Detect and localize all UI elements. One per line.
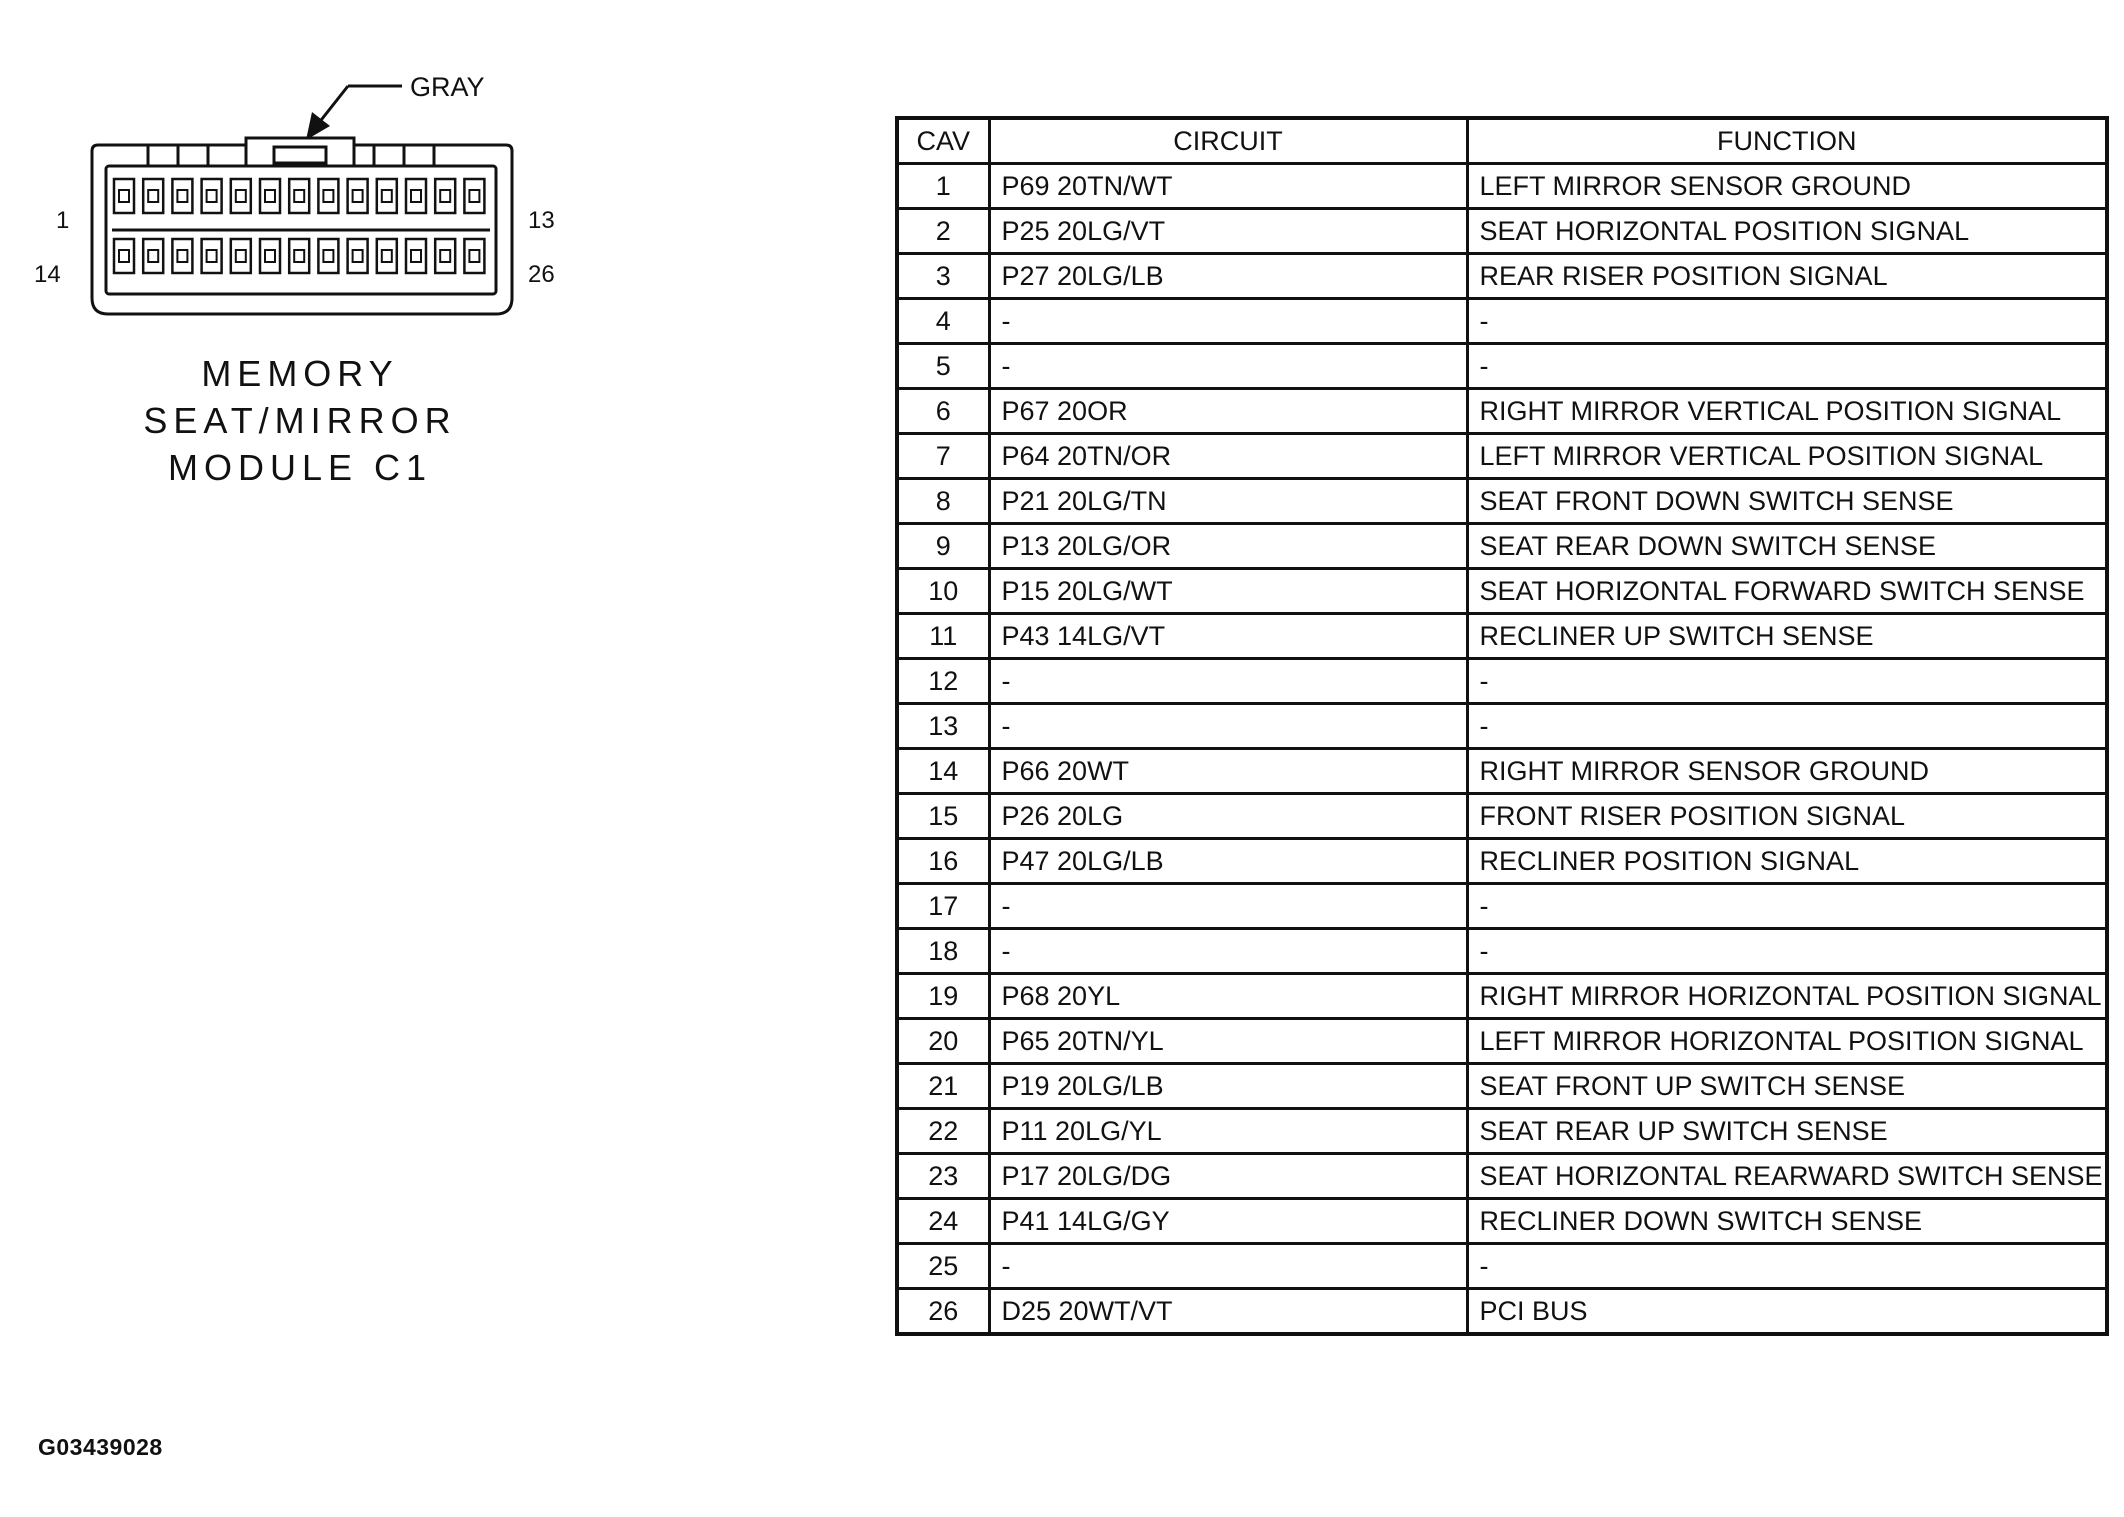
pin-terminal [323,250,333,262]
cell-cav: 22 [897,1109,989,1154]
cell-circuit: - [989,929,1467,974]
cell-circuit: P47 20LG/LB [989,839,1467,884]
pin-cavity [260,179,280,213]
table-row [897,254,2107,299]
pin-cavity [143,239,163,273]
cell-circuit: P66 20WT [989,749,1467,794]
cell-cav: 10 [897,569,989,614]
pin-cavity [202,179,222,213]
pin-terminal [440,190,450,202]
pin-terminal [469,250,479,262]
table-row [897,209,2107,254]
table-row [897,344,2107,389]
cell-circuit: P68 20YL [989,974,1467,1019]
cell-cav: 20 [897,1019,989,1064]
cell-function: RECLINER POSITION SIGNAL [1467,839,2107,884]
cell-function: RECLINER UP SWITCH SENSE [1467,614,2107,659]
pin-terminal [411,250,421,262]
cell-circuit: P69 20TN/WT [989,164,1467,209]
pin-terminal [382,250,392,262]
cell-circuit: P11 20LG/YL [989,1109,1467,1154]
pin-terminal [382,190,392,202]
cell-cav: 23 [897,1154,989,1199]
header-cav: CAV [897,118,989,164]
cell-circuit: P13 20LG/OR [989,524,1467,569]
table-row [897,1199,2107,1244]
cell-circuit: P27 20LG/LB [989,254,1467,299]
cell-cav: 9 [897,524,989,569]
pin-cavity [231,179,251,213]
cell-circuit: P15 20LG/WT [989,569,1467,614]
cell-circuit: - [989,344,1467,389]
cell-circuit: P26 20LG [989,794,1467,839]
cell-function: FRONT RISER POSITION SIGNAL [1467,794,2107,839]
pin-terminal [411,190,421,202]
color-callout-label: GRAY [410,72,485,102]
cell-cav: 15 [897,794,989,839]
cell-function: SEAT FRONT DOWN SWITCH SENSE [1467,479,2107,524]
table-header-row [897,118,2107,164]
cell-cav: 7 [897,434,989,479]
connector-diagram [0,0,800,520]
pin-row-top [114,179,484,213]
table-row [897,479,2107,524]
table-row [897,1289,2107,1335]
cell-function: - [1467,1244,2107,1289]
module-title-line-3: MODULE C1 [167,447,433,488]
pin-terminal [294,190,304,202]
table-row [897,659,2107,704]
cell-function: SEAT HORIZONTAL FORWARD SWITCH SENSE [1467,569,2107,614]
cell-function: REAR RISER POSITION SIGNAL [1467,254,2107,299]
pin-cavity [289,179,309,213]
cell-circuit: - [989,884,1467,929]
table-row [897,929,2107,974]
cell-cav: 26 [897,1289,989,1335]
cell-function: RIGHT MIRROR SENSOR GROUND [1467,749,2107,794]
table-row [897,839,2107,884]
table-row [897,974,2107,1019]
cell-function: RIGHT MIRROR HORIZONTAL POSITION SIGNAL [1467,974,2107,1019]
pin-terminal [177,250,187,262]
module-title [140,350,460,491]
pin-cavity [435,239,455,273]
pin-cavity [464,179,484,213]
pin-cavity [114,239,134,273]
table-row [897,434,2107,479]
pinout-table [895,116,2109,1336]
pin-terminal [265,250,275,262]
cell-function: - [1467,344,2107,389]
table-row [897,299,2107,344]
cell-function: RECLINER DOWN SWITCH SENSE [1467,1199,2107,1244]
cell-cav: 12 [897,659,989,704]
pin-terminal [119,190,129,202]
cell-circuit: P25 20LG/VT [989,209,1467,254]
pin-cavity [172,179,192,213]
cell-cav: 13 [897,704,989,749]
header-function: FUNCTION [1467,118,2107,164]
pin-cavity [231,239,251,273]
pin-terminal [148,190,158,202]
pin-cavity [318,179,338,213]
cell-cav: 14 [897,749,989,794]
pin-cavity [143,179,163,213]
cell-cav: 21 [897,1064,989,1109]
table-row [897,569,2107,614]
header-circuit: CIRCUIT [989,118,1467,164]
pin-label-14: 14 [34,261,61,288]
connector-housing [92,138,512,314]
cell-function: LEFT MIRROR SENSOR GROUND [1467,164,2107,209]
cell-cav: 3 [897,254,989,299]
pin-terminal [469,190,479,202]
pin-cavity [348,179,368,213]
cell-cav: 4 [897,299,989,344]
pin-cavity [406,179,426,213]
pin-label-26: 26 [528,261,555,288]
cell-circuit: P41 14LG/GY [989,1199,1467,1244]
pin-cavity [464,239,484,273]
cell-function: - [1467,299,2107,344]
cell-circuit: P67 20OR [989,389,1467,434]
cell-function: PCI BUS [1467,1289,2107,1335]
cell-function: - [1467,884,2107,929]
pin-terminal [148,250,158,262]
pin-terminal [119,250,129,262]
cell-cav: 5 [897,344,989,389]
table-row [897,1244,2107,1289]
pin-terminal [207,190,217,202]
cell-cav: 11 [897,614,989,659]
cell-circuit: - [989,1244,1467,1289]
pin-terminal [440,250,450,262]
cell-circuit: - [989,299,1467,344]
module-title-line-2: SEAT/MIRROR [143,400,457,441]
pin-cavity [348,239,368,273]
cell-circuit: P43 14LG/VT [989,614,1467,659]
table-row [897,704,2107,749]
pin-cavity [172,239,192,273]
pin-terminal [353,190,363,202]
table-row [897,1064,2107,1109]
pin-terminal [265,190,275,202]
cell-circuit: P64 20TN/OR [989,434,1467,479]
pin-terminal [177,190,187,202]
table-row [897,749,2107,794]
cell-circuit: P65 20TN/YL [989,1019,1467,1064]
cell-function: RIGHT MIRROR VERTICAL POSITION SIGNAL [1467,389,2107,434]
cell-function: SEAT REAR UP SWITCH SENSE [1467,1109,2107,1154]
table-row [897,389,2107,434]
module-title-line-1: MEMORY [201,353,399,394]
table-row [897,614,2107,659]
cell-circuit: - [989,659,1467,704]
pin-cavity [377,179,397,213]
pin-cavity [406,239,426,273]
pin-row-bottom [114,239,484,273]
pin-terminal [353,250,363,262]
cell-cav: 6 [897,389,989,434]
pin-terminal [236,250,246,262]
table-row [897,794,2107,839]
cell-cav: 1 [897,164,989,209]
cell-cav: 24 [897,1199,989,1244]
cell-function: SEAT REAR DOWN SWITCH SENSE [1467,524,2107,569]
cell-function: - [1467,929,2107,974]
cell-function: SEAT HORIZONTAL POSITION SIGNAL [1467,209,2107,254]
table-row [897,884,2107,929]
pin-cavity [260,239,280,273]
pin-cavity [202,239,222,273]
cell-function: SEAT FRONT UP SWITCH SENSE [1467,1064,2107,1109]
cell-cav: 18 [897,929,989,974]
cell-cav: 19 [897,974,989,1019]
cell-circuit: P21 20LG/TN [989,479,1467,524]
pin-terminal [207,250,217,262]
cell-function: LEFT MIRROR VERTICAL POSITION SIGNAL [1467,434,2107,479]
table-row [897,164,2107,209]
table-body [897,164,2107,1335]
pin-label-13: 13 [528,207,555,234]
pin-cavity [114,179,134,213]
cell-circuit: P19 20LG/LB [989,1064,1467,1109]
cell-cav: 17 [897,884,989,929]
pin-cavity [289,239,309,273]
pin-cavity [377,239,397,273]
cell-cav: 25 [897,1244,989,1289]
cell-circuit: - [989,704,1467,749]
table-row [897,1019,2107,1064]
figure-id: G03439028 [38,1434,163,1460]
pin-cavity [435,179,455,213]
pin-cavity [318,239,338,273]
pin-terminal [323,190,333,202]
cell-function: - [1467,704,2107,749]
table-row [897,1109,2107,1154]
cell-cav: 16 [897,839,989,884]
cell-cav: 2 [897,209,989,254]
cell-function: LEFT MIRROR HORIZONTAL POSITION SIGNAL [1467,1019,2107,1064]
color-callout-arrow [306,86,402,140]
pin-terminal [294,250,304,262]
cell-cav: 8 [897,479,989,524]
pin-label-1: 1 [56,207,70,234]
cell-function: - [1467,659,2107,704]
cell-function: SEAT HORIZONTAL REARWARD SWITCH SENSE [1467,1154,2107,1199]
pin-terminal [236,190,246,202]
cell-circuit: P17 20LG/DG [989,1154,1467,1199]
cell-circuit: D25 20WT/VT [989,1289,1467,1335]
table-row [897,524,2107,569]
table-row [897,1154,2107,1199]
